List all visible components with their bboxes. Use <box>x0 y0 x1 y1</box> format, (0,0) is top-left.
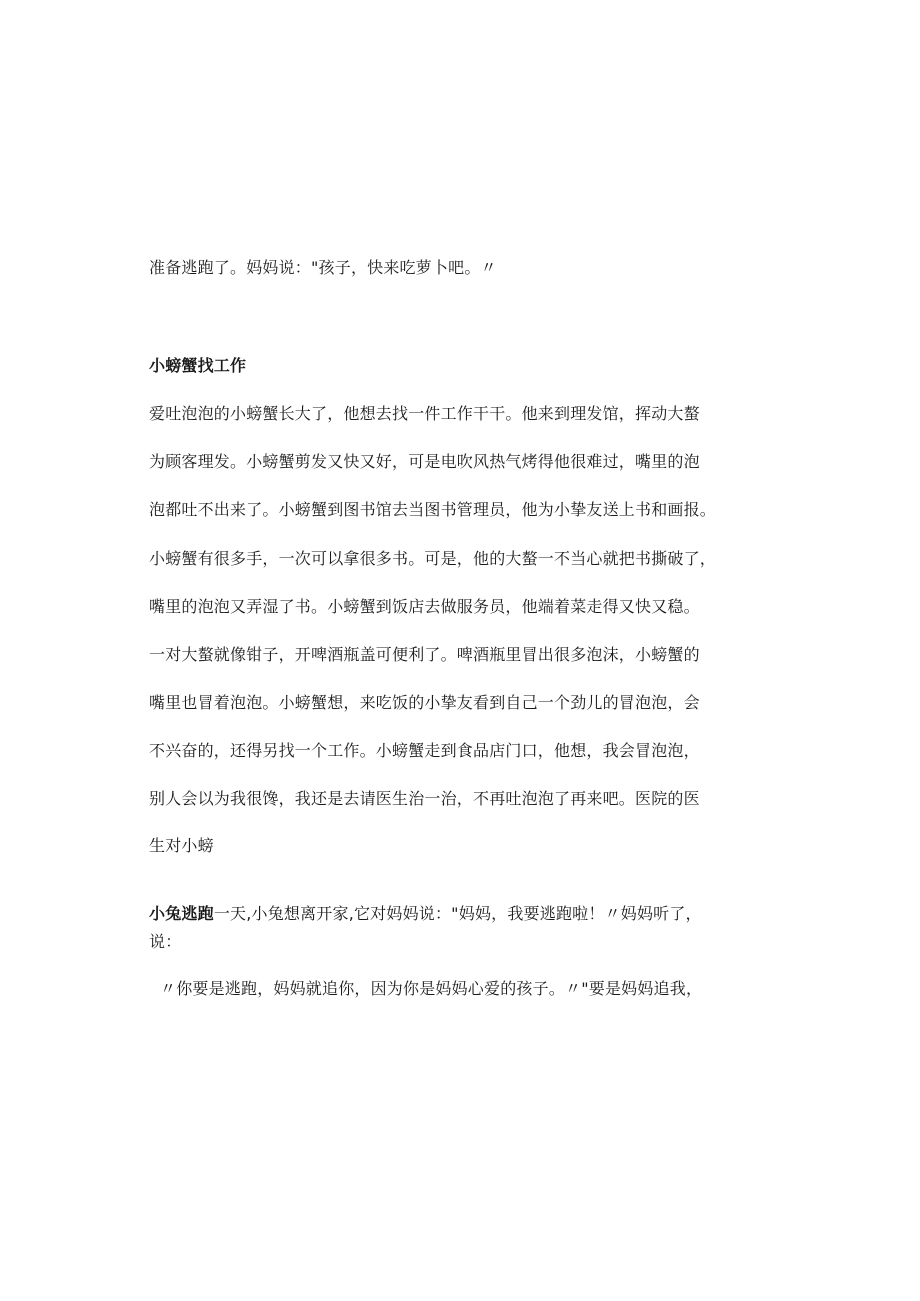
paragraph-line: 说： <box>149 932 182 951</box>
paragraph-line: 泡都吐不出来了。小螃蟹到图书馆去当图书管理员，他为小挚友送上书和画报。 <box>149 500 717 519</box>
top-fragment-line: 准备逃跑了。妈妈说："孩子，快来吃萝卜吧。〃 <box>149 258 497 277</box>
paragraph-line: 小螃蟹有很多手，一次可以拿很多书。可是，他的大螯一不当心就把书撕破了， <box>149 549 717 568</box>
story-title-crab: 小螃蟹找工作 <box>149 356 247 375</box>
paragraph-line: 不兴奋的，还得另找一个工作。小螃蟹走到食品店门口，他想，我会冒泡泡， <box>149 741 700 760</box>
paragraph-line: 别人会以为我很馋，我还是去请医生治一治，不再吐泡泡了再来吧。医院的医 <box>149 789 700 808</box>
paragraph-line: 嘴里也冒着泡泡。小螃蟹想，来吃饭的小挚友看到自己一个劲儿的冒泡泡，会 <box>149 693 700 712</box>
story-rabbit-first-line <box>149 904 749 924</box>
paragraph-line: 生对小螃 <box>149 836 214 855</box>
paragraph-line: 一对大螯就像钳子，开啤酒瓶盖可便利了。啤酒瓶里冒出很多泡沫，小螃蟹的 <box>149 645 700 664</box>
paragraph-line: 嘴里的泡泡又弄湿了书。小螃蟹到饭店去做服务员，他端着菜走得又快又稳。 <box>149 597 700 616</box>
paragraph-line: 为顾客理发。小螃蟹剪发又快又好，可是电吹风热气烤得他很难过，嘴里的泡 <box>149 452 700 471</box>
story-title-rabbit: 小兔逃跑 <box>149 904 214 923</box>
story-rabbit-text: 一天,小兔想离开家,它对妈妈说："妈妈，我要逃跑啦！〃妈妈听了， <box>213 904 702 923</box>
paragraph-line: 爱吐泡泡的小螃蟹长大了，他想去找一件工作干干。他来到理发馆，挥动大螯 <box>149 404 700 423</box>
paragraph-line: 〃你要是逃跑，妈妈就追你，因为你是妈妈心爱的孩子。〃"要是妈妈追我， <box>160 979 703 998</box>
